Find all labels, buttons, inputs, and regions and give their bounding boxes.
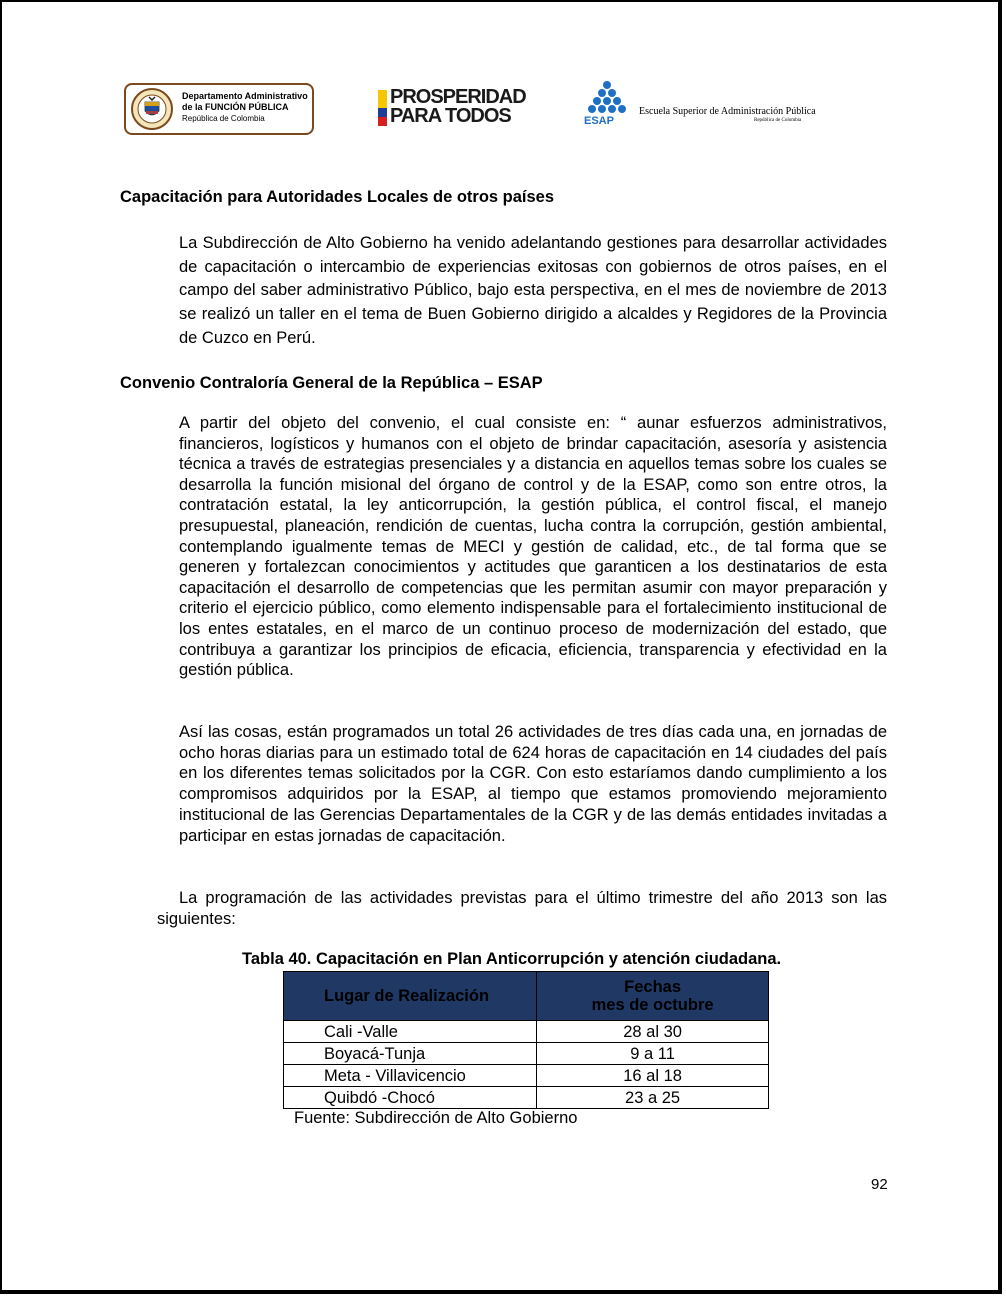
section1-heading: Capacitación para Autoridades Locales de otros países bbox=[120, 188, 555, 206]
funcion-publica-logo bbox=[124, 83, 314, 135]
activities-table bbox=[283, 971, 769, 1109]
table-caption: Tabla 40. Capacitación en Plan Anticorrupción y atención ciudadana. bbox=[242, 950, 782, 968]
esap-logo bbox=[582, 80, 816, 130]
cell-dates: 28 al 30 bbox=[537, 1021, 769, 1043]
prosperidad-line1: PROSPERIDAD bbox=[390, 86, 526, 108]
table-row bbox=[284, 1043, 769, 1065]
esap-subtitle: República de Colombia bbox=[754, 118, 802, 123]
header-dates bbox=[537, 972, 769, 1021]
funcion-line2: de la FUNCIÓN PÚBLICA bbox=[182, 102, 289, 112]
table-row bbox=[284, 1021, 769, 1043]
header-dates-line1: Fechas bbox=[624, 978, 682, 996]
funcion-line1: Departamento Administrativo bbox=[182, 91, 308, 101]
header-dates-line2: mes de octubre bbox=[591, 996, 714, 1014]
funcion-line3: República de Colombia bbox=[182, 114, 265, 123]
colombia-coat-of-arms-icon bbox=[130, 87, 174, 131]
section2-heading: Convenio Contraloría General de la República – ESAP bbox=[120, 374, 543, 392]
section1-paragraph: La Subdirección de Alto Gobierno ha venido adelantando gestiones para desarrollar actividades de capacitación o intercambio de experiencias exitosas con gobiernos de otros países, en el campo del saber administrativo Público, bajo esta perspectiva, en el mes de noviembre de 2013 se realizó un taller en el tema de Buen Gobierno dirigido a alcaldes y Regidores de la Provincia de Cuzco en Perú. bbox=[179, 234, 887, 347]
esap-acronym: ESAP bbox=[584, 115, 614, 126]
table-row bbox=[284, 1065, 769, 1087]
colombia-flag-icon bbox=[378, 90, 387, 126]
cell-place: Meta - Villavicencio bbox=[284, 1065, 537, 1087]
table-source: Fuente: Subdirección de Alto Gobierno bbox=[294, 1109, 578, 1127]
cell-dates: 23 a 25 bbox=[537, 1087, 769, 1109]
cell-place: Boyacá-Tunja bbox=[284, 1043, 537, 1065]
cell-place: Quibdó -Chocó bbox=[284, 1087, 537, 1109]
section2-paragraph2: Así las cosas, están programados un total 26 actividades de tres días cada una, en jornadas de ocho horas diarias para un estimado total de 624 horas de capacitación en 14 ciudades del país en los diferentes temas solicitados por la CGR. Con esto estaríamos dando cumplimiento a los compromisos adquiridos por la ESAP, al tiempo que estamos promoviendo mejoramiento institucional de las Gerencias Departamentales de la CGR y de las demás entidades invitadas a participar en estas jornadas de capacitación. bbox=[179, 723, 887, 845]
cell-place: Cali -Valle bbox=[284, 1021, 537, 1043]
esap-dots-icon bbox=[582, 80, 636, 126]
prosperidad-logo bbox=[378, 88, 530, 128]
prosperidad-line2: PARA TODOS bbox=[390, 105, 511, 127]
page-number: 92 bbox=[871, 1176, 888, 1193]
section2-paragraph3: La programación de las actividades previstas para el último trimestre del año 2013 son las siguientes: bbox=[157, 889, 887, 928]
section2-paragraph1: A partir del objeto del convenio, el cual consiste en: “ aunar esfuerzos administrativos, financieros, logísticos y humanos con el objeto de brindar capacitación, asesoría y asistencia técnica a través de estrategias presenciales y a distancia en aquellos temas sobre los cuales se desarrolla la función misional del órgano de control y de la ESAP, como son entre otros, la contratación estatal, la ley anticorrupción, la gestión pública, el control fiscal, el manejo presupuestal, planeación, rendición de cuentas, lucha contra la corrupción, gestión ambiental, contemplando igualmente temas de MECI y gestión de calidad, etc., de tal forma que se generen y fortalezcan conocimientos y actitudes que garanticen a los destinatarios de esta capacitación el desarrollo de competencias que les permitan asumir con mayor preparación y criterio el ejercicio público, como elemento indispensable para el fortalecimiento institucional de los entes estatales, en el marco de un continuo proceso de modernización del estado, que contribuya a garantizar los principios de eficacia, eficiencia, transparencia y efectividad en la gestión pública. bbox=[179, 414, 887, 680]
header-place: Lugar de Realización bbox=[284, 972, 537, 1021]
esap-title: Escuela Superior de Administración Pública bbox=[639, 106, 816, 117]
table-row bbox=[284, 1087, 769, 1109]
cell-dates: 16 al 18 bbox=[537, 1065, 769, 1087]
table-header-row bbox=[284, 972, 769, 1021]
cell-dates: 9 a 11 bbox=[537, 1043, 769, 1065]
